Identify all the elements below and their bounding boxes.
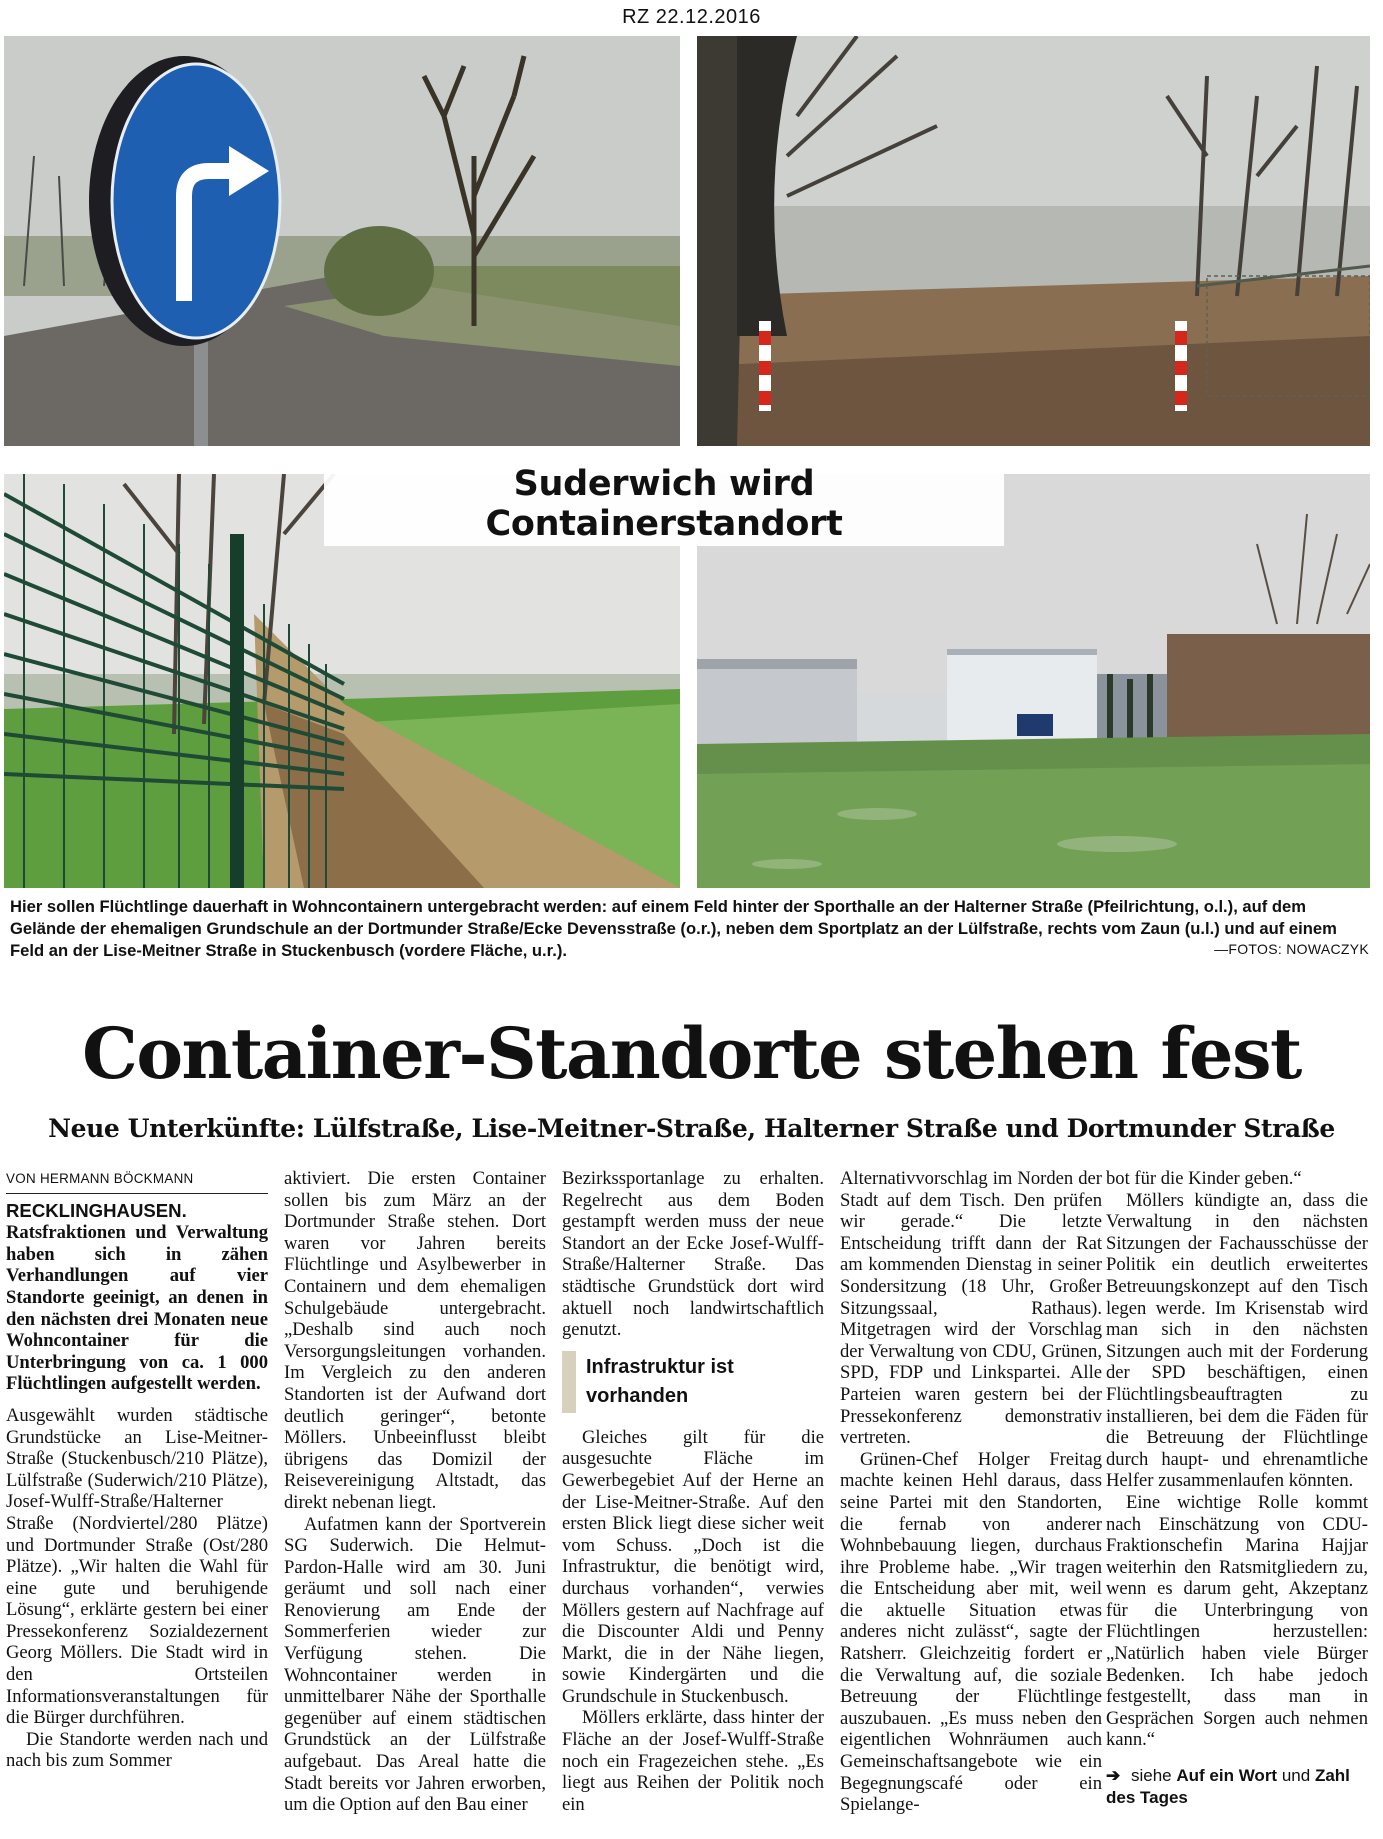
lead-paragraph [6, 1200, 268, 1395]
paragraph: Alternativvorschlag im Norden der Stadt auf dem Tisch. Den prüfen wir gerade.“ Die letzte Entscheidung trifft dann der Rat am kommenden Dienstag in seiner Sondersitzung (18 Uhr, Großer Sitzungssaal, Rathaus). Mitgetragen wird der Vorschlag der Verwaltung von CDU, Grünen, SPD, FDP und Linkspartei. Alle Parteien waren gestern bei der Pressekonferenz demonstrativ vertreten. [840, 1168, 1102, 1449]
paragraph: aktiviert. Die ersten Container sollen bis zum März an der Dortmunder Straße stehen. Dort waren vor Jahren bereits Flüchtlinge und Asylbewerber in Containern und dem ehemaligen Schulgebäude untergebracht. „Deshalb sind auch noch Versorgungsleitungen vorhanden. Im Vergleich zu den anderen Standorten ist der Aufwand dort deutlich geringer“, betonte Möllers. Unbeeinflusst bleibt übrigens das Domizil der Reisevereinigung Altstadt, das direkt nebenan liegt. [284, 1168, 546, 1513]
paragraph: Möllers kündigte an, dass die Verwaltung in den nächsten Sitzungen der Fachausschüsse der Politik ein deutlich erweitertes Betreuungskonzept auf den Tisch legen werde. Im Krisenstab wird man sich in den nächsten Sitzungen auch mit der Forderung der SPD beschäftigen, einen Flüchtlingsbeauftragten zu installieren, bei dem die Fäden für die Betreuung der Flüchtlinge durch haupt- und ehrenamtliche Helfer zusammenlaufen könnten. [1106, 1189, 1368, 1492]
overlay-headline: Suderwich wird Containerstandort [324, 462, 1004, 546]
column-1 [6, 1168, 268, 1772]
photo-forest-clearing [697, 36, 1370, 446]
paragraph: Eine wichtige Rolle kommt nach Einschätzung von CDU-Fraktionschefin Marina Hajjar weiterhin den Ratsmitgliedern zu, wenn es darum geht, Akzeptanz für die Unterbringung von Flüchtlingen herzustellen: „Natürlich haben viele Bürger Bedenken. Ich habe jedoch festgestellt, dass man in Gesprächen Sorgen auch nehmen kann.“ [1106, 1491, 1368, 1751]
paragraph: Gleiches gilt für die ausgesuchte Fläche im Gewerbegebiet Auf der Herne an der Lise-Meitner-Straße. Auf den ersten Blick liegt diese sicher weit vom Schuss. „Doch ist die Infrastruktur, die benötigt wird, durchaus vorhanden“, verwies Möllers gestern auf Nachfrage auf die Discounter Aldi und Penny Markt, die in der Nähe liegen, sowie Kindergärten und die Grundschule in Stuckenbusch. [562, 1426, 824, 1707]
see-also-reference: ➔ siehe Auf ein Wort und Zahl des Tages [1106, 1766, 1350, 1808]
column-3 [562, 1168, 824, 1815]
article-headline: Container-Standorte stehen fest [82, 1012, 1301, 1095]
paragraph: Möllers erklärte, dass hinter der Fläche an der Josef-Wulff-Straße noch ein Fragezeichen stehe. „Es liegt aus Reihen der Politik noch ein [562, 1707, 824, 1815]
column-4 [840, 1168, 1102, 1816]
photo-road-sign [4, 36, 680, 446]
paragraph: Bezirkssportanlage zu erhalten. Regelrecht aus dem Boden gestampft werden muss der neue Standort an der Ecke Josef-Wulff-Straße/Halterner Straße. Das städtische Grundstück dort wird aktuell noch landwirtschaftlich genutzt. [562, 1168, 824, 1341]
photo-credit: —FOTOS: NOWACZYK [1214, 941, 1369, 957]
article-subhead: Neue Unterkünfte: Lülfstraße, Lise-Meitner-Straße, Halterner Straße und Dortmunder Straße [48, 1114, 1335, 1143]
paragraph: Grünen-Chef Holger Freitag machte keinen Hehl daraus, dass seine Partei mit den Standorten, die fernab von anderer Wohnbebauung liegen, durchaus ihre Probleme habe. „Wir tragen die Entscheidung aber mit, weil die aktuelle Situation etwas anderes nicht zulässt“, sagte der Ratsherr. Gleichzeitig fordert er die Verwaltung auf, die soziale Betreuung der Flüchtlinge auszubauen. „Es muss neben den eigentlichen Wohnräumen auch Gemeinschaftsangebote wie ein Begegnungscafé oder ein Spielange- [840, 1448, 1102, 1816]
paragraph: Die Standorte werden nach und nach bis zum Sommer [6, 1728, 268, 1772]
see-also-link: Zahl des Tages [1106, 1766, 1350, 1808]
column-2 [284, 1168, 546, 1816]
paragraph: Aufatmen kann der Sportverein SG Suderwich. Die Helmut-Pardon-Halle wird am 30. Juni geräumt und soll nach einer Renovierung am Ende der Sommerferien wieder zur Verfügung stehen. Die Wohncontainer werden in unmittelbarer Nähe der Sporthalle gegenüber auf einem städtischen Grundstück an der Lülfstraße aufgebaut. Das Areal hatte die Stadt bereits vor Jahren erworben, um die Option auf den Bau einer [284, 1513, 546, 1816]
photo-caption: Hier sollen Flüchtlinge dauerhaft in Wohncontainern untergebracht werden: auf einem Feld hinter der Sporthalle an der Halterner Straße (Pfeilrichtung, o.l.), auf dem Gelände der ehemaligen Grundschule an der Dortmunder Straße/Ecke Devensstraße (o.r.), neben dem Sportplatz an der Lülfstraße, rechts vom Zaun (u.l.) und auf einem Feld an der Lise-Meitner Straße in Stuckenbusch (vordere Fläche, u.r.). [10, 897, 1337, 960]
byline: VON HERMANN BÖCKMANN [6, 1168, 268, 1194]
article-body [4, 1168, 1376, 1828]
see-also-link: Auf ein Wort [1176, 1766, 1278, 1786]
column-5 [1106, 1168, 1368, 1809]
subheading-box: Infrastruktur ist vorhanden [562, 1351, 824, 1413]
arrow-right-icon: ➔ [1106, 1766, 1121, 1786]
lead-text: Ratsfraktionen und Verwaltung haben sich in zähen Verhandlungen auf vier Standorte geeinigt, an denen in den nächsten drei Monaten neue Wohncontainer für die Unterbringung von ca. 1 000 Flüchtlingen aufgestellt werden. [6, 1222, 268, 1395]
paragraph: Ausgewählt wurden städtische Grundstücke an Lise-Meitner-Straße (Stuckenbusch/210 Plätze), Lülfstraße (Suderwich/210 Plätze), Josef-Wulff-Straße/Halterner Straße (Nordviertel/280 Plätze) und Dortmunder Straße (Ost/280 Plätze). „Wir halten die Wahl für eine gute und beruhigende Lösung“, erklärte gestern bei einer Pressekonferenz Sozialdezernent Georg Möllers. Die Stadt wird in den Ortsteilen Informationsveranstaltungen für die Bürger durchführen. [6, 1404, 268, 1729]
newspaper-date-tag: RZ 22.12.2016 [622, 6, 761, 28]
paragraph: bot für die Kinder geben.“ [1106, 1168, 1302, 1189]
dateline: RECKLINGHAUSEN. [6, 1199, 187, 1221]
